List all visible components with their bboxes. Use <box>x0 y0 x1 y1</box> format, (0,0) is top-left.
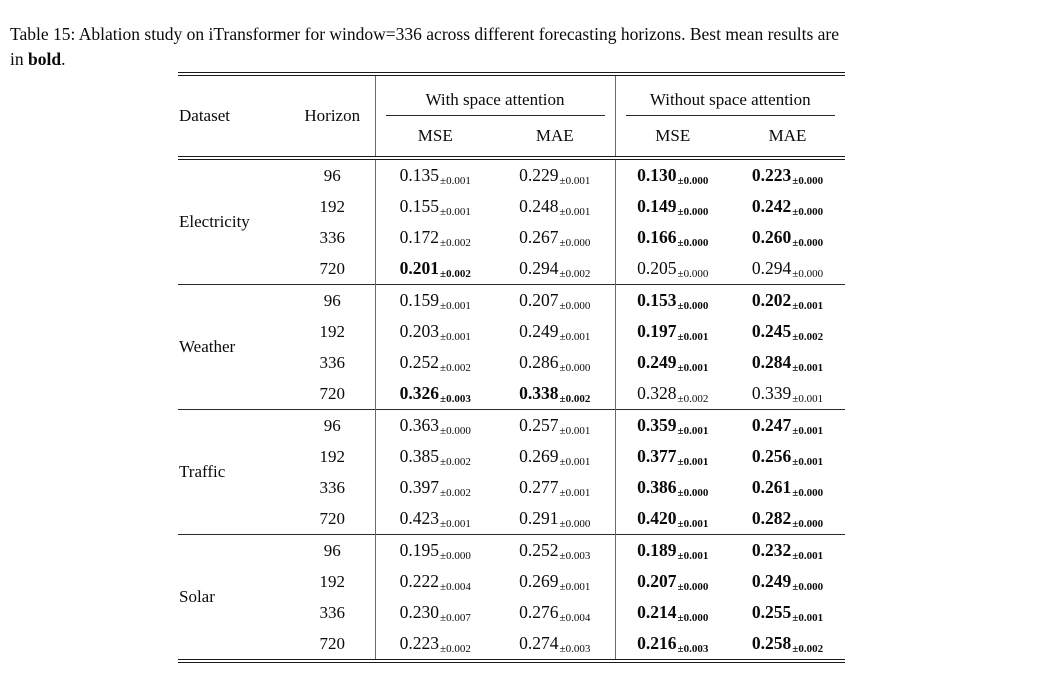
metric-std: ±0.000 <box>559 518 591 530</box>
metric-mean: 0.249 <box>751 571 792 591</box>
metric-mean: 0.339 <box>751 383 792 403</box>
metric-value-cell <box>615 472 730 503</box>
metric-mean: 0.252 <box>399 352 440 372</box>
group-header-row <box>178 74 845 116</box>
col-header-dataset: Dataset <box>179 106 230 125</box>
metric-std: ±0.001 <box>440 175 471 187</box>
metric-value-cell <box>375 566 495 597</box>
metric-mean: 0.207 <box>637 571 677 591</box>
metric-value-cell <box>495 285 615 317</box>
metric-value-cell <box>615 441 730 472</box>
metric-mean: 0.282 <box>751 508 792 528</box>
metric-mean: 0.197 <box>637 321 677 341</box>
metric-value-cell <box>615 158 730 191</box>
metric-mean: 0.216 <box>637 633 677 653</box>
metric-value-cell <box>495 535 615 567</box>
table-row <box>178 535 845 567</box>
metric-value-cell <box>375 410 495 442</box>
metric-mean: 0.159 <box>399 290 440 310</box>
metric-value-cell <box>615 316 730 347</box>
metric-std: ±0.000 <box>677 206 709 218</box>
table-row <box>178 410 845 442</box>
metric-mean: 0.277 <box>519 477 559 497</box>
table-row <box>178 158 845 191</box>
metric-std: ±0.000 <box>677 487 709 499</box>
metric-std: ±0.000 <box>792 581 824 593</box>
metric-mean: 0.247 <box>751 415 792 435</box>
metric-value-cell <box>375 628 495 661</box>
dataset-label: Weather <box>179 337 236 356</box>
metric-mean: 0.267 <box>519 227 559 247</box>
metric-mean: 0.269 <box>519 446 559 466</box>
metric-value-cell <box>495 597 615 628</box>
metric-mean: 0.166 <box>637 227 677 247</box>
metric-std: ±0.001 <box>677 456 709 468</box>
metric-mean: 0.189 <box>637 540 677 560</box>
metric-value-cell <box>495 410 615 442</box>
metric-mean: 0.260 <box>751 227 792 247</box>
metric-std: ±0.000 <box>677 268 709 280</box>
horizon-value: 192 <box>319 446 345 466</box>
metric-std: ±0.001 <box>559 487 591 499</box>
metric-mean: 0.155 <box>399 196 440 216</box>
metric-value-cell <box>730 347 845 378</box>
metric-value-cell <box>495 628 615 661</box>
metric-value-cell <box>375 316 495 347</box>
metric-mean: 0.153 <box>637 290 677 310</box>
metric-std: ±0.001 <box>792 612 824 624</box>
metric-value-cell <box>615 253 730 285</box>
metric-std: ±0.001 <box>559 581 591 593</box>
dataset-block-weather <box>178 285 845 410</box>
dataset-label: Traffic <box>179 462 226 481</box>
metric-mean: 0.255 <box>751 602 792 622</box>
horizon-value: 96 <box>323 165 341 185</box>
metric-mean: 0.149 <box>637 196 677 216</box>
metric-std: ±0.001 <box>677 331 709 343</box>
metric-mean: 0.256 <box>751 446 792 466</box>
metric-std: ±0.000 <box>677 237 709 249</box>
metric-std: ±0.002 <box>440 237 471 249</box>
horizon-value: 336 <box>319 352 345 372</box>
metric-value-cell <box>730 441 845 472</box>
metric-std: ±0.001 <box>559 206 591 218</box>
metric-value-cell <box>375 441 495 472</box>
horizon-value: 336 <box>319 227 345 247</box>
metric-mean: 0.195 <box>399 540 440 560</box>
metric-mean: 0.420 <box>637 508 677 528</box>
metric-mean: 0.377 <box>637 446 677 466</box>
metric-value-cell <box>495 158 615 191</box>
metric-std: ±0.001 <box>440 300 471 312</box>
metric-mean: 0.230 <box>399 602 440 622</box>
metric-mean: 0.423 <box>399 508 440 528</box>
metric-mean: 0.245 <box>751 321 792 341</box>
metric-std: ±0.000 <box>440 550 471 562</box>
metric-value-cell <box>730 566 845 597</box>
metric-mean: 0.205 <box>637 258 677 278</box>
caption-line1: Table 15: Ablation study on iTransformer for window=336 across different forecasting horizons. Best mean results are <box>10 24 840 44</box>
col-header-mae-with: MAE <box>535 126 574 145</box>
metric-std: ±0.001 <box>559 456 591 468</box>
metric-mean: 0.172 <box>399 227 440 247</box>
ablation-results-table <box>178 72 845 663</box>
col-group-with-space-attention <box>375 74 615 116</box>
metric-std: ±0.002 <box>440 487 471 499</box>
horizon-value: 96 <box>323 415 341 435</box>
metric-std: ±0.003 <box>559 550 591 562</box>
metric-value-cell <box>375 378 495 410</box>
metric-mean: 0.294 <box>519 258 559 278</box>
metric-value-cell <box>615 191 730 222</box>
metric-value-cell <box>495 378 615 410</box>
metric-mean: 0.223 <box>751 165 792 185</box>
metric-value-cell <box>375 285 495 317</box>
metric-value-cell <box>615 535 730 567</box>
horizon-value: 720 <box>319 633 345 653</box>
metric-std: ±0.002 <box>440 643 471 655</box>
metric-std: ±0.000 <box>559 300 591 312</box>
metric-value-cell <box>730 628 845 661</box>
metric-std: ±0.002 <box>559 393 591 405</box>
metric-std: ±0.001 <box>440 331 471 343</box>
dataset-block-electricity <box>178 158 845 285</box>
metric-mean: 0.242 <box>751 196 792 216</box>
metric-value-cell <box>730 410 845 442</box>
metric-value-cell <box>615 222 730 253</box>
metric-mean: 0.232 <box>751 540 792 560</box>
metric-value-cell <box>375 253 495 285</box>
metric-mean: 0.249 <box>519 321 559 341</box>
metric-mean: 0.222 <box>399 571 440 591</box>
metric-std: ±0.000 <box>440 425 471 437</box>
metric-mean: 0.249 <box>637 352 677 372</box>
results-table <box>178 72 845 663</box>
group-label-with: With space attention <box>386 82 605 116</box>
dataset-label: Electricity <box>179 212 250 231</box>
metric-mean: 0.359 <box>637 415 677 435</box>
dataset-block-solar <box>178 535 845 662</box>
horizon-value: 720 <box>319 383 345 403</box>
metric-mean: 0.248 <box>519 196 559 216</box>
metric-std: ±0.000 <box>677 175 709 187</box>
metric-value-cell <box>615 410 730 442</box>
metric-mean: 0.252 <box>519 540 559 560</box>
horizon-value: 192 <box>319 571 345 591</box>
metric-mean: 0.135 <box>399 165 440 185</box>
metric-std: ±0.000 <box>792 175 824 187</box>
horizon-value: 720 <box>319 508 345 528</box>
metric-std: ±0.001 <box>792 362 824 374</box>
metric-value-cell <box>615 628 730 661</box>
metric-mean: 0.201 <box>399 258 440 278</box>
metric-value-cell <box>375 158 495 191</box>
metric-value-cell <box>495 222 615 253</box>
metric-mean: 0.130 <box>637 165 677 185</box>
metric-value-cell <box>730 253 845 285</box>
metric-std: ±0.001 <box>792 550 824 562</box>
horizon-value: 336 <box>319 602 345 622</box>
metric-std: ±0.001 <box>792 393 824 405</box>
horizon-value: 336 <box>319 477 345 497</box>
metric-value-cell <box>615 347 730 378</box>
metric-mean: 0.291 <box>519 508 559 528</box>
metric-std: ±0.002 <box>792 331 824 343</box>
metric-value-cell <box>375 347 495 378</box>
metric-value-cell <box>495 566 615 597</box>
metric-value-cell <box>615 566 730 597</box>
metric-std: ±0.001 <box>792 456 824 468</box>
metric-value-cell <box>495 441 615 472</box>
metric-std: ±0.001 <box>559 425 591 437</box>
metric-value-cell <box>730 285 845 317</box>
horizon-value: 192 <box>319 196 345 216</box>
metric-value-cell <box>375 222 495 253</box>
metric-value-cell <box>495 191 615 222</box>
table-row <box>178 285 845 317</box>
metric-value-cell <box>495 347 615 378</box>
metric-value-cell <box>615 503 730 535</box>
metric-std: ±0.000 <box>559 237 591 249</box>
metric-value-cell <box>495 503 615 535</box>
metric-value-cell <box>495 253 615 285</box>
metric-mean: 0.328 <box>637 383 677 403</box>
col-header-mae-without: MAE <box>768 126 807 145</box>
horizon-value: 96 <box>323 290 341 310</box>
metric-std: ±0.000 <box>792 206 824 218</box>
metric-std: ±0.001 <box>677 550 709 562</box>
horizon-value: 720 <box>319 258 345 278</box>
metric-mean: 0.284 <box>751 352 792 372</box>
metric-std: ±0.004 <box>440 581 471 593</box>
metric-std: ±0.000 <box>792 268 824 280</box>
metric-std: ±0.002 <box>440 456 471 468</box>
horizon-value: 192 <box>319 321 345 341</box>
metric-std: ±0.001 <box>792 300 824 312</box>
metric-std: ±0.000 <box>677 300 709 312</box>
metric-mean: 0.397 <box>399 477 440 497</box>
metric-std: ±0.002 <box>440 362 471 374</box>
caption-line2-prefix: in <box>10 49 28 69</box>
metric-value-cell <box>615 597 730 628</box>
metric-std: ±0.004 <box>559 612 591 624</box>
metric-std: ±0.001 <box>559 175 591 187</box>
metric-std: ±0.007 <box>440 612 471 624</box>
col-header-mse-with: MSE <box>375 116 495 158</box>
metric-std: ±0.003 <box>440 393 471 405</box>
metric-value-cell <box>615 378 730 410</box>
col-header-mse-without: MSE <box>615 116 730 158</box>
metric-std: ±0.001 <box>559 331 591 343</box>
caption-bold-word: bold <box>28 49 62 69</box>
metric-value-cell <box>730 597 845 628</box>
metric-mean: 0.286 <box>519 352 559 372</box>
metric-std: ±0.000 <box>792 518 824 530</box>
metric-value-cell <box>730 158 845 191</box>
dataset-label: Solar <box>179 587 215 606</box>
col-header-horizon: Horizon <box>304 106 361 125</box>
metric-std: ±0.002 <box>792 643 824 655</box>
metric-std: ±0.000 <box>559 362 591 374</box>
metric-mean: 0.386 <box>637 477 677 497</box>
metric-std: ±0.000 <box>792 237 824 249</box>
metric-mean: 0.229 <box>519 165 559 185</box>
metric-std: ±0.000 <box>677 612 709 624</box>
metric-std: ±0.002 <box>440 268 471 280</box>
metric-std: ±0.001 <box>677 518 709 530</box>
metric-mean: 0.338 <box>519 383 559 403</box>
metric-std: ±0.001 <box>677 362 709 374</box>
metric-std: ±0.002 <box>677 393 709 405</box>
metric-mean: 0.261 <box>751 477 792 497</box>
metric-mean: 0.202 <box>751 290 792 310</box>
metric-value-cell <box>730 316 845 347</box>
metric-value-cell <box>730 222 845 253</box>
metric-value-cell <box>375 472 495 503</box>
metric-value-cell <box>495 472 615 503</box>
metric-mean: 0.223 <box>399 633 440 653</box>
metric-mean: 0.326 <box>399 383 440 403</box>
metric-std: ±0.003 <box>559 643 591 655</box>
col-group-without-space-attention <box>615 74 845 116</box>
metric-mean: 0.207 <box>519 290 559 310</box>
metric-value-cell <box>375 191 495 222</box>
metric-mean: 0.269 <box>519 571 559 591</box>
metric-mean: 0.363 <box>399 415 440 435</box>
metric-value-cell <box>730 503 845 535</box>
metric-mean: 0.203 <box>399 321 440 341</box>
metric-mean: 0.214 <box>637 602 677 622</box>
metric-mean: 0.274 <box>519 633 559 653</box>
group-label-without: Without space attention <box>626 82 836 116</box>
metric-std: ±0.001 <box>440 206 471 218</box>
metric-value-cell <box>615 285 730 317</box>
metric-std: ±0.001 <box>440 518 471 530</box>
metric-mean: 0.276 <box>519 602 559 622</box>
metric-std: ±0.003 <box>677 643 709 655</box>
metric-std: ±0.000 <box>792 487 824 499</box>
metric-value-cell <box>730 535 845 567</box>
dataset-block-traffic <box>178 410 845 535</box>
metric-mean: 0.258 <box>751 633 792 653</box>
metric-value-cell <box>730 472 845 503</box>
metric-std: ±0.002 <box>559 268 591 280</box>
metric-value-cell <box>730 378 845 410</box>
metric-value-cell <box>375 597 495 628</box>
metric-std: ±0.001 <box>792 425 824 437</box>
metric-mean: 0.257 <box>519 415 559 435</box>
metric-std: ±0.001 <box>677 425 709 437</box>
table-caption <box>10 22 1032 72</box>
caption-line2-suffix: . <box>61 49 66 69</box>
metric-std: ±0.000 <box>677 581 709 593</box>
metric-mean: 0.294 <box>751 258 792 278</box>
metric-value-cell <box>375 535 495 567</box>
metric-value-cell <box>730 191 845 222</box>
metric-value-cell <box>495 316 615 347</box>
horizon-value: 96 <box>323 540 341 560</box>
metric-value-cell <box>375 503 495 535</box>
metric-mean: 0.385 <box>399 446 440 466</box>
table-header <box>178 74 845 158</box>
